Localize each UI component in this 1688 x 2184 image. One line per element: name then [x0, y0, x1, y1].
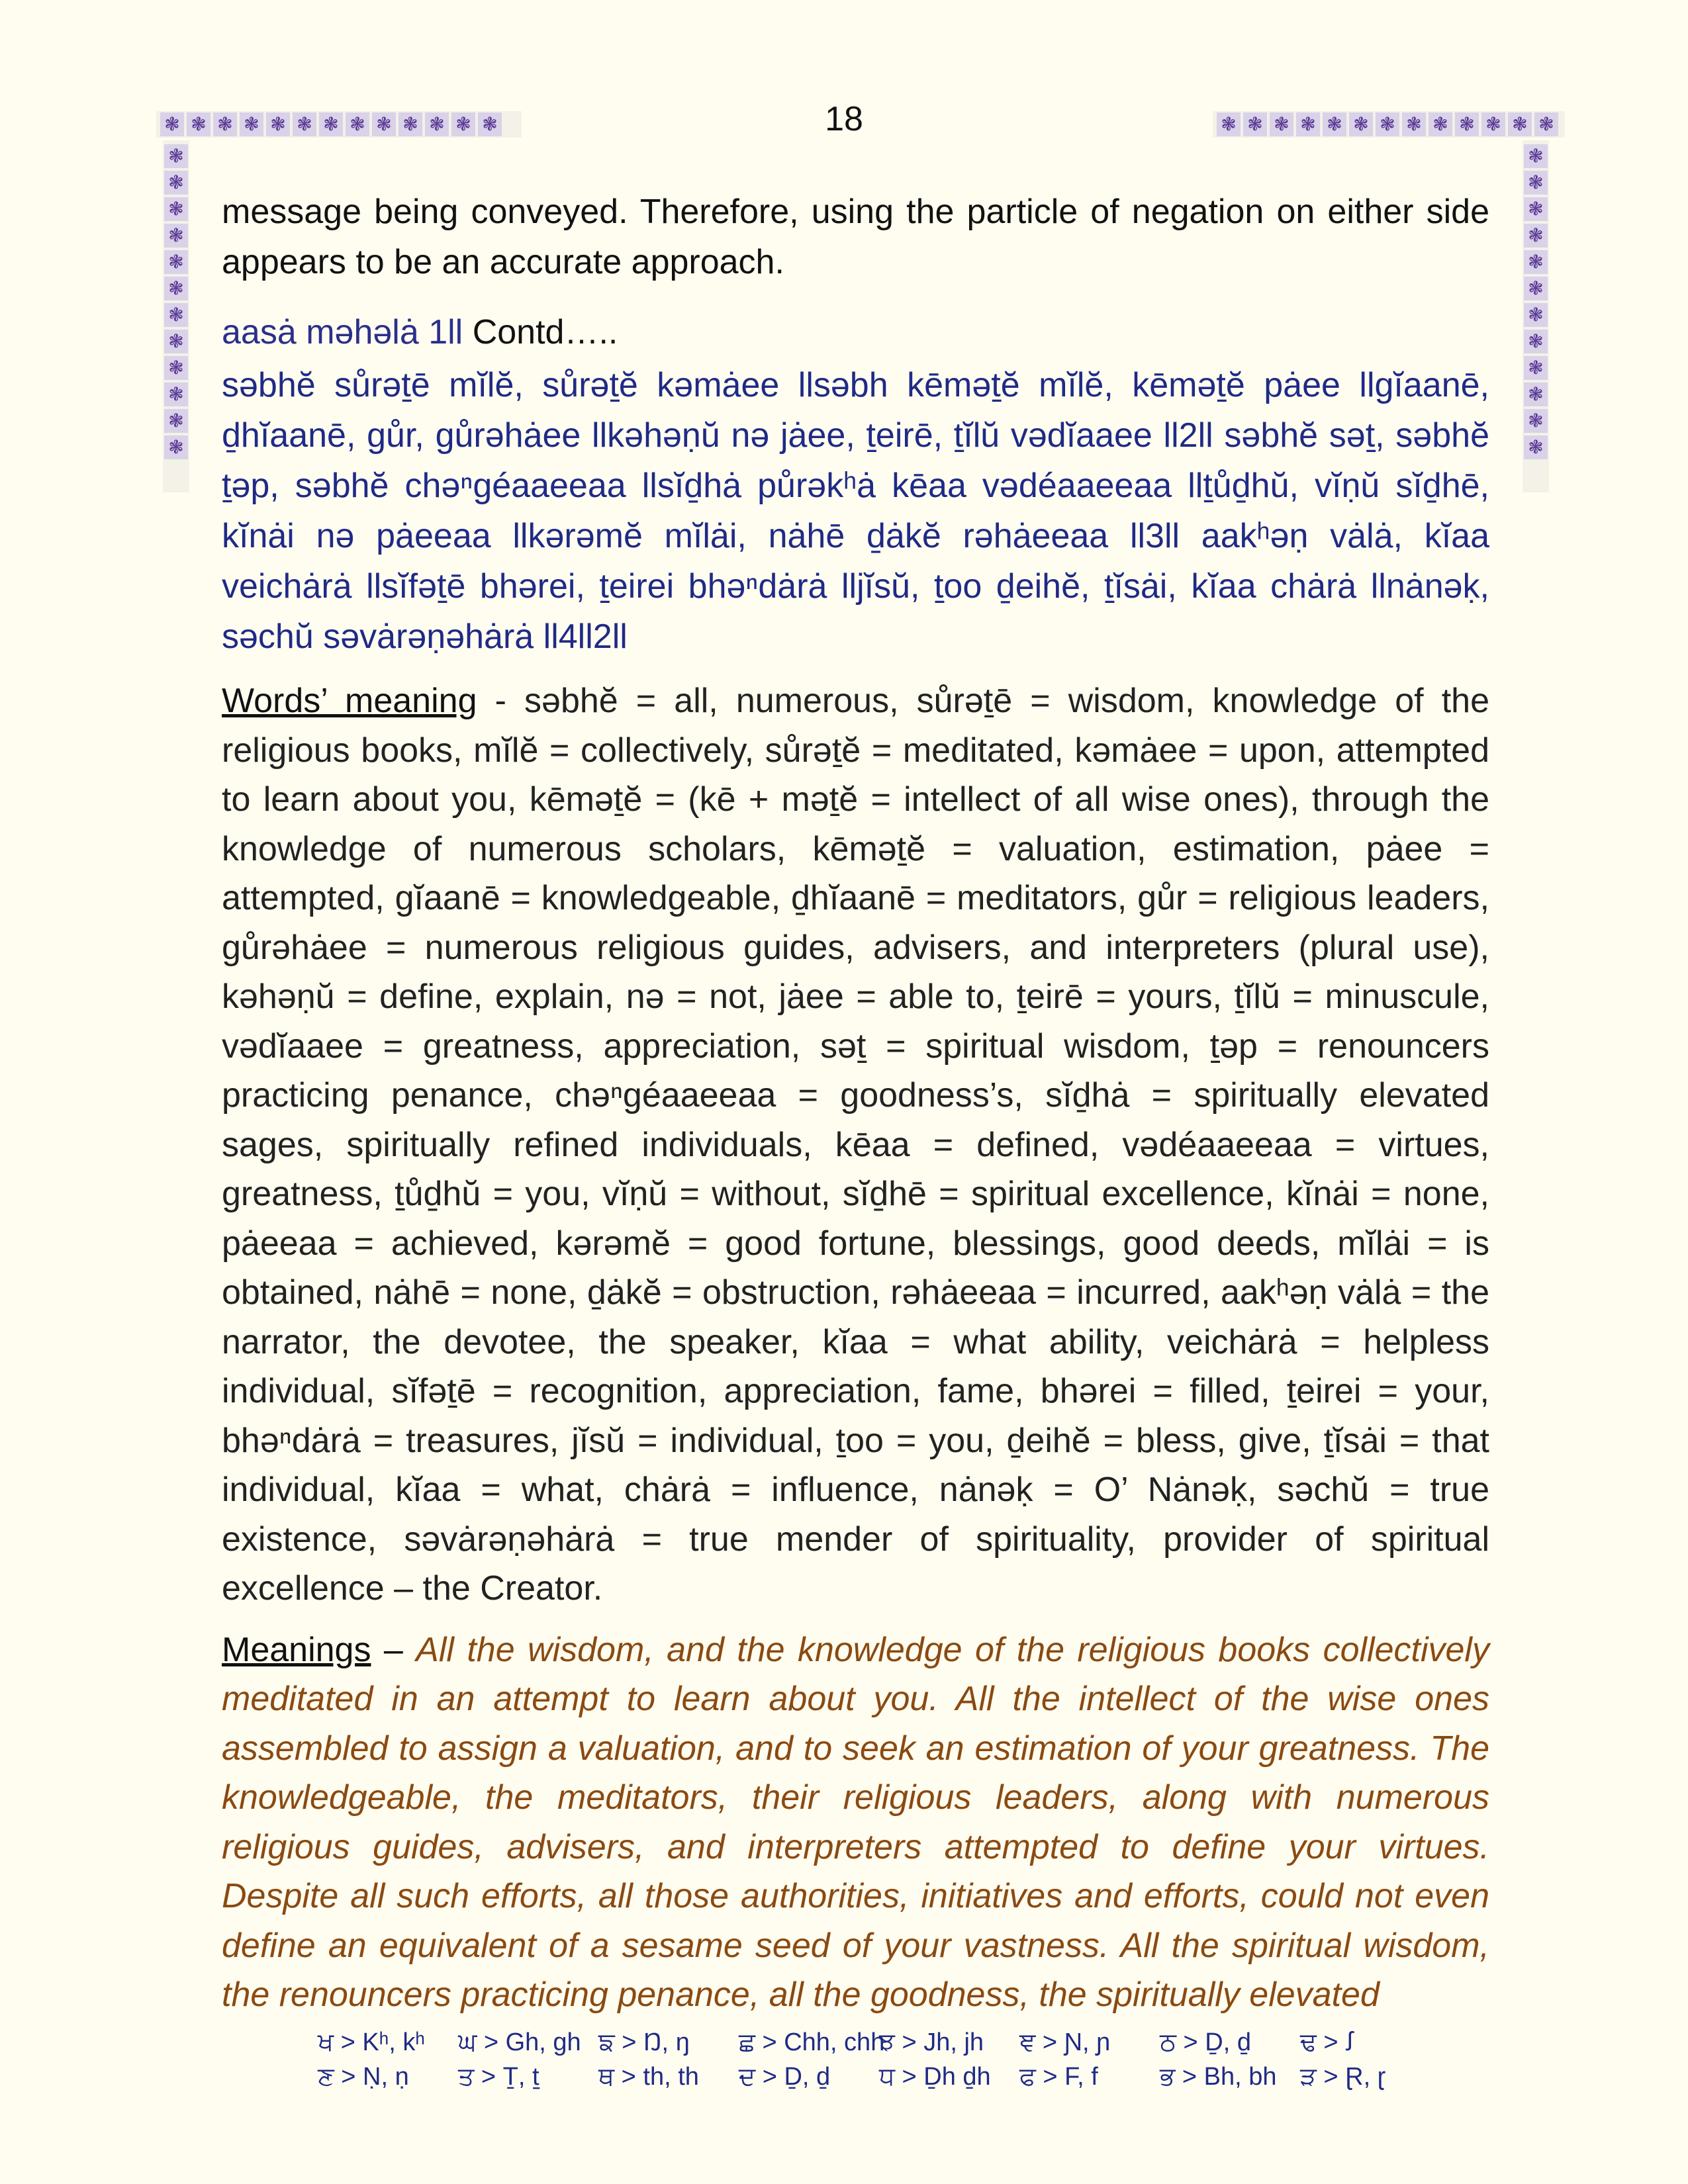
- flower-ornament-icon: ❃: [346, 113, 369, 136]
- flower-ornament-icon: ❃: [164, 303, 188, 327]
- flower-ornament-icon: ❃: [399, 113, 422, 136]
- legend-item: ਣ > Ṇ, ṇ: [318, 2063, 409, 2091]
- border-top-left: [156, 111, 522, 138]
- flower-ornament-icon: ❃: [1243, 113, 1267, 136]
- flower-ornament-icon: ❃: [1524, 435, 1548, 459]
- legend-item: ਝ > Jh, jh: [879, 2028, 984, 2056]
- flower-ornament-icon: ❃: [1323, 113, 1346, 136]
- flower-ornament-icon: ❃: [1524, 197, 1548, 221]
- flower-ornament-icon: ❃: [1524, 330, 1548, 353]
- flower-ornament-icon: ❃: [1455, 113, 1479, 136]
- border-top-right: [1213, 111, 1565, 138]
- legend-row-2: [318, 2060, 1443, 2094]
- legend-item: ਭ > Bh, bh: [1160, 2063, 1277, 2091]
- flower-ornament-icon: ❃: [1524, 356, 1548, 380]
- legend-row-1: [318, 2025, 1443, 2060]
- flower-ornament-icon: ❃: [1376, 113, 1399, 136]
- flower-ornament-icon: ❃: [1524, 303, 1548, 327]
- flower-ornament-icon: ❃: [425, 113, 449, 136]
- intro-paragraph: message being conveyed. Therefore, using the particle of negation on either side appears to be an accurate approach.: [222, 193, 1489, 281]
- flower-ornament-icon: ❃: [164, 171, 188, 195]
- flower-ornament-icon: ❃: [1349, 113, 1373, 136]
- border-left: [163, 140, 189, 492]
- flower-ornament-icon: ❃: [1524, 409, 1548, 433]
- flower-ornament-icon: ❃: [240, 113, 263, 136]
- flower-ornament-icon: ❃: [1270, 113, 1293, 136]
- flower-ornament-icon: ❃: [164, 224, 188, 248]
- flower-ornament-icon: ❃: [1524, 144, 1548, 168]
- flower-ornament-icon: ❃: [372, 113, 396, 136]
- transliteration-text: səbhĕ sůrəṯē mĭlĕ, sůrəṯĕ kəmȧee llsəbh kēməṯĕ mĭlĕ, kēməṯĕ pȧee llgĭaanē, ḏhĭaanē, gůr, gůrəhȧee llkəhəṇŭ nə jȧee, ṯeirē, ṯĭlŭ vədĭaaee ll2ll səbhĕ səṯ, səbhĕ ṯəp, səbhĕ chəⁿgéaaeeaa llsĭḏhȧ půrəkʰȧ kēaa vədéaaeeaa llṯůḏhŭ, vĭṇŭ sĭḏhē, kĭnȧi nə pȧeeaa llkərəmĕ mĭlȧi, nȧhē ḏȧkĕ rəhȧeeaa ll3ll aakʰəṇ vȧlȧ, kĭaa veichȧrȧ llsĭfəṯē bhərei, ṯeirei bhəⁿdȧrȧ lljĭsŭ, ṯoo ḏeihĕ, ṯĭsȧi, kĭaa chȧrȧ llnȧnəḳ, səchŭ səvȧrəṇəhȧrȧ ll4ll2ll: [222, 366, 1489, 656]
- meanings-text: All the wisdom, and the knowledge of the religious books collectively meditated in an attempt to learn about you. All the intellect of the wise ones assembled to assign a valuation, and to seek an estimation of your greatness. The knowledgeable, the meditators, their religious leaders, along with numerous religious guides, advisers, and interpreters attempted to define your virtues. Despite all such efforts, all those authorities, initiatives and efforts, could not even define an equivalent of a sesame seed of your vastness. All the spiritual wisdom, the renouncers practicing penance, all the goodness, the spiritually elevated: [222, 1630, 1489, 2014]
- legend-item: ਖ > Kʰ, kʰ: [318, 2028, 425, 2056]
- flower-ornament-icon: ❃: [187, 113, 211, 136]
- flower-ornament-icon: ❃: [164, 435, 188, 459]
- flower-ornament-icon: ❃: [164, 250, 188, 274]
- words-meaning-paragraph: [222, 676, 1489, 1614]
- flower-ornament-icon: ❃: [164, 383, 188, 406]
- meanings-dash: –: [371, 1630, 416, 1669]
- legend-item: ਛ > Chh, chh: [739, 2028, 885, 2056]
- legend-item: ੜ > Ɽ, ɽ: [1300, 2063, 1386, 2091]
- flower-ornament-icon: ❃: [319, 113, 343, 136]
- flower-ornament-icon: ❃: [1524, 383, 1548, 406]
- legend-item: ਤ > Ṯ, ṯ: [458, 2063, 539, 2091]
- legend-item: ਞ > Ɲ, ɲ: [1019, 2028, 1111, 2056]
- flower-ornament-icon: ❃: [1508, 113, 1532, 136]
- flower-ornament-icon: ❃: [451, 113, 475, 136]
- verse-title: aasȧ məhəlȧ 1ll: [222, 313, 463, 351]
- legend-item: ਫ > F, f: [1019, 2063, 1098, 2091]
- border-right: [1523, 140, 1549, 492]
- flower-ornament-icon: ❃: [1534, 113, 1558, 136]
- flower-ornament-icon: ❃: [1524, 171, 1548, 195]
- flower-ornament-icon: ❃: [293, 113, 316, 136]
- meanings-paragraph: [222, 1625, 1489, 2020]
- flower-ornament-icon: ❃: [164, 409, 188, 433]
- legend-item: ਙ > Ŋ, ŋ: [598, 2028, 690, 2056]
- flower-ornament-icon: ❃: [1217, 113, 1241, 136]
- flower-ornament-icon: ❃: [164, 197, 188, 221]
- words-meaning-label: Words’ meaning: [222, 682, 477, 720]
- flower-ornament-icon: ❃: [160, 113, 184, 136]
- legend-item: ਧ > Ḏh ḏh: [879, 2063, 991, 2091]
- flower-ornament-icon: ❃: [164, 330, 188, 353]
- flower-ornament-icon: ❃: [1524, 277, 1548, 300]
- flower-ornament-icon: ❃: [1296, 113, 1320, 136]
- flower-ornament-icon: ❃: [478, 113, 502, 136]
- verse-contd: Contd…..: [472, 313, 618, 351]
- flower-ornament-icon: ❃: [1481, 113, 1505, 136]
- legend-item: ਢ > ꭍ: [1300, 2028, 1354, 2056]
- main-content: [222, 187, 1489, 2020]
- flower-ornament-icon: ❃: [164, 356, 188, 380]
- gurmukhi-legend: [318, 2025, 1443, 2094]
- flower-ornament-icon: ❃: [266, 113, 290, 136]
- legend-item: ਦ > Ḏ, ḏ: [739, 2063, 831, 2091]
- verse-heading: [222, 307, 1489, 357]
- legend-item: ਠ > Ḏ, ḏ: [1160, 2028, 1251, 2056]
- flower-ornament-icon: ❃: [164, 277, 188, 300]
- page-number: 18: [825, 100, 863, 138]
- legend-item: ਥ > th, th: [598, 2063, 699, 2091]
- legend-item: ਘ > Gh, gh: [458, 2028, 581, 2056]
- meanings-label: Meanings: [222, 1630, 371, 1669]
- flower-ornament-icon: ❃: [164, 144, 188, 168]
- flower-ornament-icon: ❃: [1524, 250, 1548, 274]
- words-meaning-text: - səbhĕ = all, numerous, sůrəṯē = wisdom, knowledge of the religious books, mĭlĕ = collectively, sůrəṯĕ = meditated, kəmȧee = upon, attempted to learn about you, kēməṯĕ = (kē + məṯĕ = intellect of all wise ones), through the knowledge of numerous scholars, kēməṯĕ = valuation, estimation, pȧee = attempted, gĭaanē = knowledgeable, ḏhĭaanē = meditators, gůr = religious leaders, gůrəhȧee = numerous religious guides, advisers, and interpreters (plural use), kəhəṇŭ = define, explain, nə = not, jȧee = able to, ṯeirē = yours, ṯĭlŭ = minuscule, vədĭaaee = greatness, appreciation, səṯ = spiritual wisdom, ṯəp = renouncers practicing penance, chəⁿgéaaeeaa = goodness’s, sĭḏhȧ = spiritually elevated sages, spiritually refined individuals, kēaa = defined, vədéaaeeaa = virtues, greatness, ṯůḏhŭ = you, vĭṇŭ = without, sĭḏhē = spiritual excellence, kĭnȧi = none, pȧeeaa = achieved, kərəmĕ = good fortune, blessings, good deeds, mĭlȧi = is obtained, nȧhē = none, ḏȧkĕ = obstruction, rəhȧeeaa = incurred, aakʰəṇ vȧlȧ = the narrator, the devotee, the speaker, kĭaa = what ability, veichȧrȧ = helpless individual, sĭfəṯē = recognition, appreciation, fame, bhərei = filled, ṯeirei = your, bhəⁿdȧrȧ = treasures, jĭsŭ = individual, ṯoo = you, ḏeihĕ = bless, give, ṯĭsȧi = that individual, kĭaa = what, chȧrȧ = influence, nȧnəḳ = O’ Nȧnəḳ, səchŭ = true existence, səvȧrəṇəhȧrȧ = true mender of spirituality, provider of spiritual excellence – the Creator.: [222, 682, 1489, 1608]
- flower-ornament-icon: ❃: [213, 113, 237, 136]
- flower-ornament-icon: ❃: [1429, 113, 1452, 136]
- flower-ornament-icon: ❃: [1524, 224, 1548, 248]
- flower-ornament-icon: ❃: [1402, 113, 1426, 136]
